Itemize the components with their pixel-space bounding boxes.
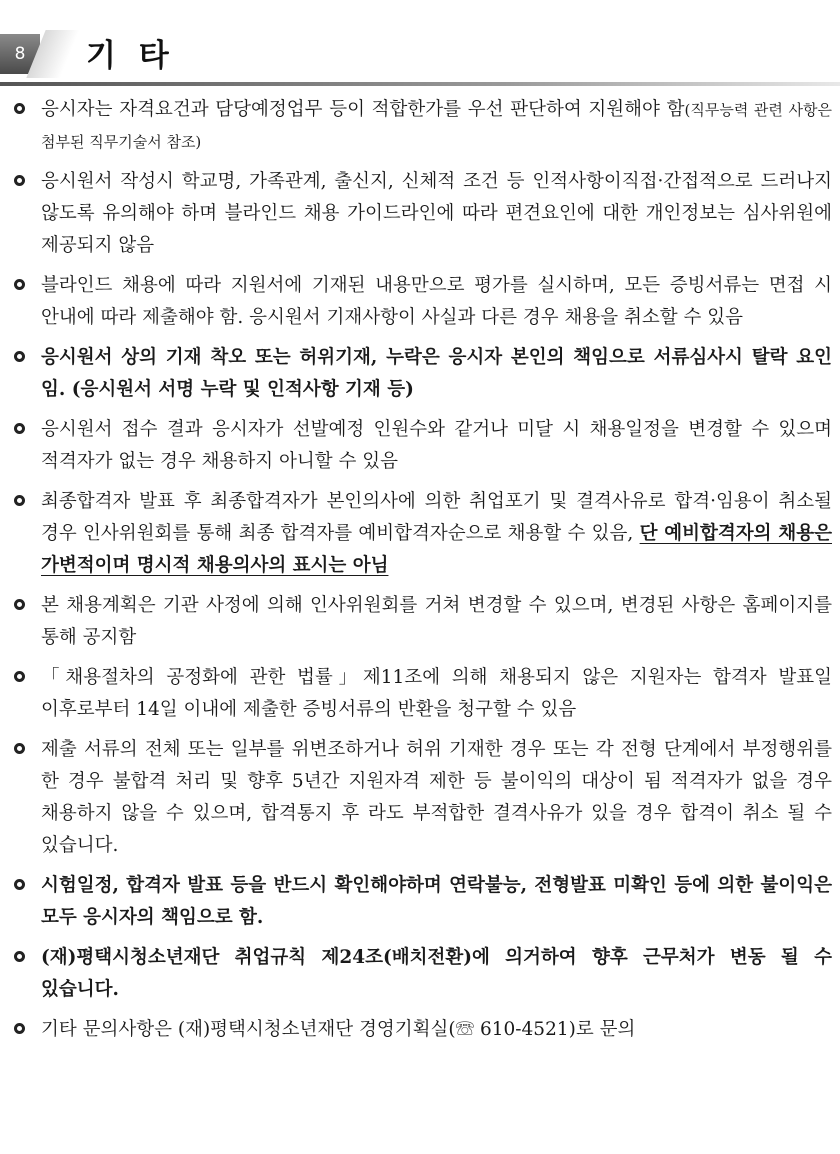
hollow-circle-bullet-icon	[14, 351, 25, 362]
hollow-circle-bullet-icon	[14, 671, 25, 682]
list-item	[14, 486, 832, 582]
hollow-circle-bullet-icon	[14, 951, 25, 962]
list-item	[14, 1014, 832, 1046]
section-header	[0, 26, 840, 84]
header-divider	[0, 82, 840, 86]
list-item	[14, 342, 832, 406]
hollow-circle-bullet-icon	[14, 495, 25, 506]
list-item	[14, 94, 832, 158]
item-text: 응시원서 작성시 학교명, 가족관계, 출신지, 신체적 조건 등 인적사항이직접·간접적으로 드러나지 않도록 유의해야 하며 블라인드 채용 가이드라인에 따라 편견요인에 대한 개인정보는 심사위원에 제공되지 않음	[41, 171, 832, 256]
hollow-circle-bullet-icon	[14, 175, 25, 186]
hollow-circle-bullet-icon	[14, 1023, 25, 1034]
hollow-circle-bullet-icon	[14, 599, 25, 610]
item-text: 블라인드 채용에 따라 지원서에 기재된 내용만으로 평가를 실시하며, 모든 증빙서류는 면접 시 안내에 따라 제출해야 함. 응시원서 기재사항이 사실과 다른 경우 채용을 취소할 수 있음	[41, 275, 832, 328]
list-item	[14, 166, 832, 262]
list-item	[14, 270, 832, 334]
hollow-circle-bullet-icon	[14, 423, 25, 434]
hollow-circle-bullet-icon	[14, 279, 25, 290]
item-note: (직무능력 관련 사항은 첨부된 직무기술서 참조)	[41, 101, 832, 151]
list-item	[14, 870, 832, 934]
item-emphasis: 단 예비합격자의 채용은 가변적이며 명시적 채용의사의 표시는 아님	[41, 523, 832, 576]
item-text: 시험일정, 합격자 발표 등을 반드시 확인해야하며 연락불능, 전형발표 미확인 등에 의한 불이익은 모두 응시자의 책임으로 함.	[41, 875, 832, 928]
item-text: (재)평택시청소년재단 취업규칙 제24조(배치전환)에 의거하여 향후 근무처가 변동 될 수 있습니다.	[41, 947, 832, 1000]
item-text: 기타 문의사항은 (재)평택시청소년재단 경영기획실(☏ 610-4521)로 문의	[41, 1019, 636, 1040]
section-title: 기 타	[86, 38, 175, 74]
notice-list	[14, 94, 832, 1054]
section-number-badge: 8	[0, 34, 40, 74]
hollow-circle-bullet-icon	[14, 879, 25, 890]
item-text: 응시원서 접수 결과 응시자가 선발예정 인원수와 같거나 미달 시 채용일정을 변경할 수 있으며 적격자가 없는 경우 채용하지 아니할 수 있음	[41, 419, 832, 472]
item-text: 본 채용계획은 기관 사정에 의해 인사위원회를 거쳐 변경할 수 있으며, 변경된 사항은 홈페이지를 통해 공지함	[41, 595, 832, 648]
item-text: 제출 서류의 전체 또는 일부를 위변조하거나 허위 기재한 경우 또는 각 전형 단계에서 부정행위를 한 경우 불합격 처리 및 향후 5년간 지원자격 제한 등 불이익의 대상이 됨 적격자가 없을 경우 채용하지 않을 수 있으며, 합격통지 후 라도 부적합한 결격사유가 있을 경우 합격이 취소 될 수 있습니다.	[41, 739, 832, 856]
hollow-circle-bullet-icon	[14, 743, 25, 754]
item-text: 응시자는 자격요건과 담당예정업무 등이 적합한가를 우선 판단하여 지원해야 함	[41, 99, 685, 120]
list-item	[14, 662, 832, 726]
list-item	[14, 590, 832, 654]
item-text: 최종합격자 발표 후 최종합격자가 본인의사에 의한 취업포기 및 결격사유로 합격·임용이 취소될 경우 인사위원회를 통해 최종 합격자를 예비합격자순으로 채용할 수 있음,	[41, 491, 832, 544]
item-text: 「채용절차의 공정화에 관한 법률」제11조에 의해 채용되지 않은 지원자는 합격자 발표일 이후로부터 14일 이내에 제출한 증빙서류의 반환을 청구할 수 있음	[41, 667, 832, 720]
list-item	[14, 414, 832, 478]
hollow-circle-bullet-icon	[14, 103, 25, 114]
list-item	[14, 734, 832, 862]
item-text: 응시원서 상의 기재 착오 또는 허위기재, 누락은 응시자 본인의 책임으로 서류심사시 탈락 요인 임. (응시원서 서명 누락 및 인적사항 기재 등)	[41, 347, 832, 400]
list-item	[14, 942, 832, 1006]
